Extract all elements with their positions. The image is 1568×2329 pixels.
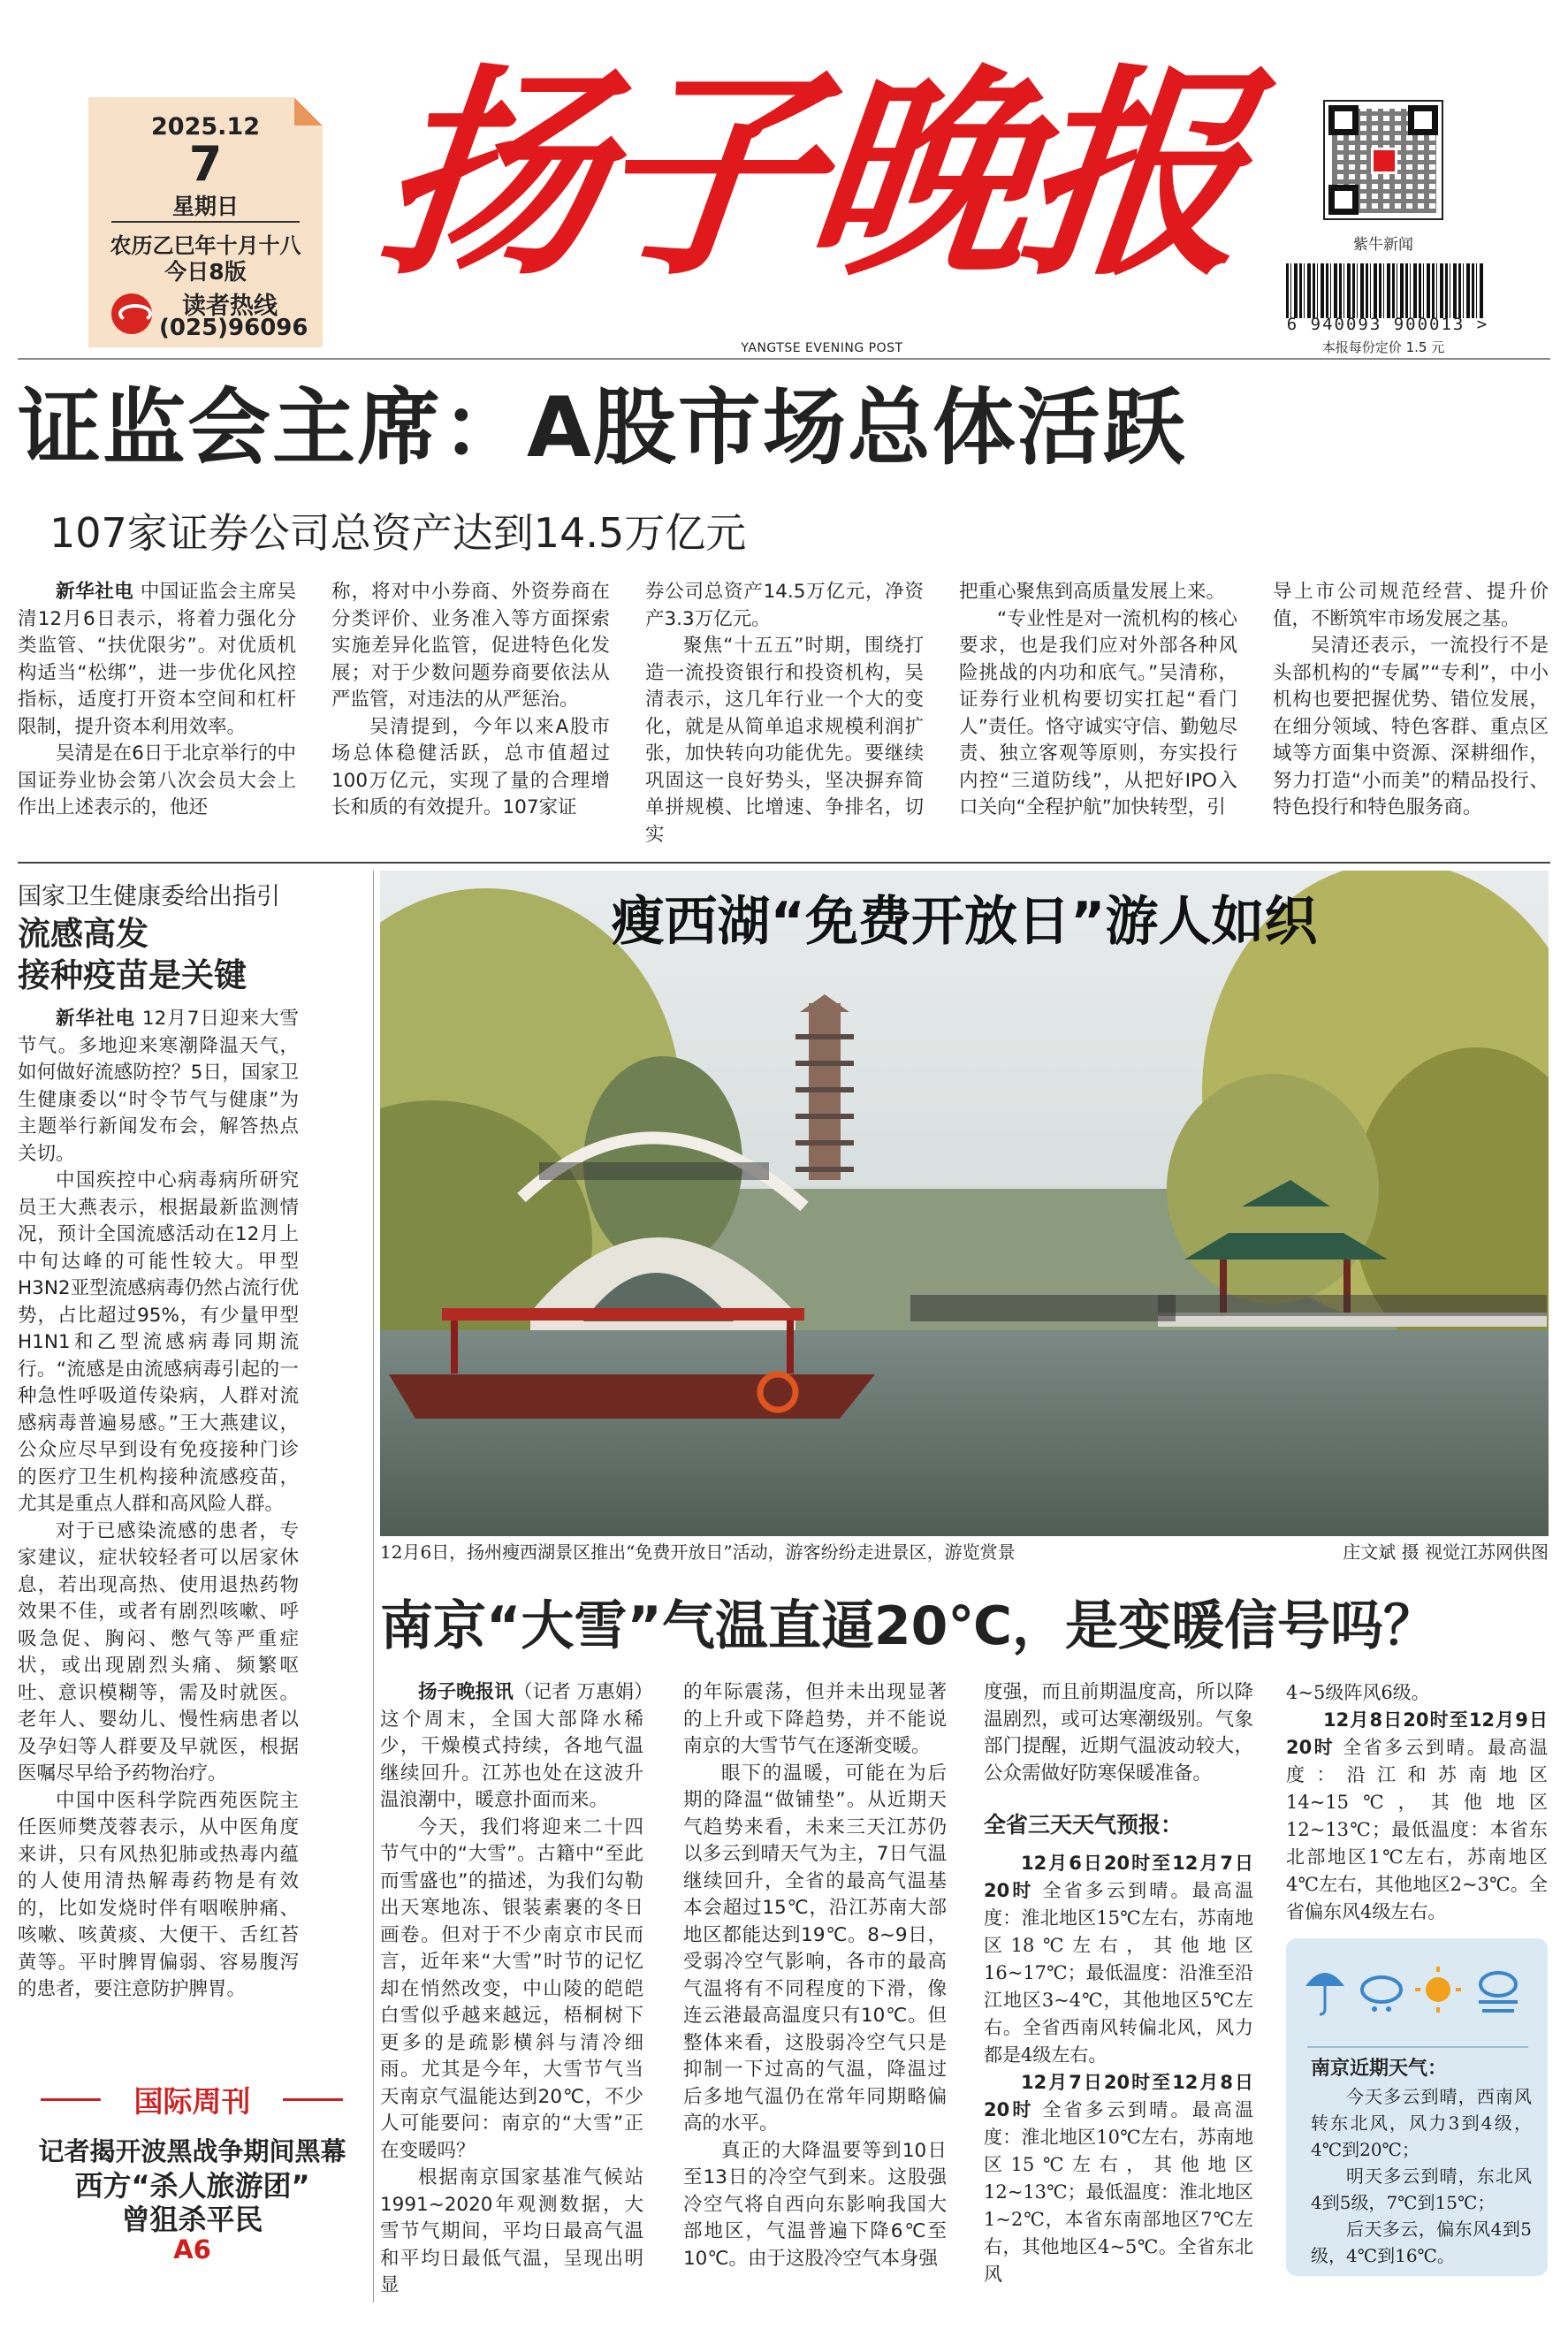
weather-icons (1286, 1947, 1548, 2036)
intl-page-ref[interactable]: A6 (173, 2234, 211, 2264)
photo-illustration (380, 871, 1549, 1536)
nanjing-day-3: 后天多云，偏东风4到5级，4℃到16℃。 (1311, 2219, 1532, 2266)
intl-teaser-3[interactable]: 曾狙杀平民 (121, 2203, 263, 2236)
weather-p3: 的年际震荡，但并未出现显著的上升或下降趋势，并不能说南京的大雪节气在逐渐变暖。 (683, 1681, 947, 1757)
weather-p1: 今天，我们将迎来二十四节气中的“大雪”。古籍中“至此而雪盛也”的描述，为我们勾勒出天寒地冻、银装素裹的冬日画卷。但对于不少南京市民而言，近年来“大雪”时节的记忆却在悄然改变，中山陵的皑皑白雪似乎越来越远，梧桐树下更多的是疏影横斜与清冷细雨。尤其是今年，大雪节气当天南京气温能达到20℃，不少人可能要问：南京的“大雪”正在变暖吗？ (380, 1815, 643, 2162)
lead-col-4-text: 把重心聚焦到高质量发展上来。 (959, 581, 1226, 603)
weather-headline[interactable]: 南京“大雪”气温直逼20℃，是变暖信号吗？ (380, 1595, 1437, 1657)
intl-line-right (283, 2098, 343, 2101)
sun-icon (1415, 1967, 1461, 2013)
lead-subhead: 107家证券公司总资产达到14.5万亿元 (49, 509, 747, 557)
newspaper-title-en: YANGTSE EVENING POST (741, 341, 903, 355)
masthead-rule (18, 358, 1550, 360)
flu-p4: 中国中医科学院西苑医院主任医师樊茂蓉表示，从中医角度来讲，只有风热犯肺或热毒内蕴的人使用清热解毒药物是有效的，比如发烧时伴有咽喉肿痛、咳嗽、咳黄痰、大便干、舌红苔黄等。平时脾胃偏弱、容易腹泻的患者，要注意防护脾胃。 (18, 1789, 299, 2000)
date-box (88, 97, 323, 347)
weather-p5: 真正的大降温要等到10日至13日的冷空气到来。这股强冷空气将自西向东影响我国大部地区，气温普遍下降6℃至10℃。由于这股冷空气本身强 (683, 2139, 947, 2270)
flu-p3: 对于已感染流感的患者，专家建议，症状较轻者可以居家休息，若出现高热、使用退热药物效果不佳，或者有剧烈咳嗽、呼吸急促、胸闷、憋气等严重症状，或出现剧烈头痛、频繁呕吐、意识模糊等，需及时就医。老年人、婴幼儿、慢性病患者以及孕妇等人群要及早就医，根据医嘱尽早给予药物治疗。 (18, 1519, 299, 1785)
weather-col-4 (1286, 1679, 1548, 1926)
lead-col-5-text: 导上市公司规范经营、提升价值，不断筑牢市场发展之基。 (1273, 581, 1549, 630)
weather-p6: 度强，而且前期温度高，所以降温剧烈，或可达寒潮级别。气象部门提醒，近期气温波动较大，公众需做好防寒保暖准备。 (984, 1681, 1253, 1785)
lead-col-4 (959, 579, 1237, 822)
intl-teaser-2[interactable]: 西方“杀人旅游团” (74, 2169, 310, 2203)
weather-p4: 眼下的温暖，可能在为后期的降温“做铺垫”。从近期天气趋势来看，未来三天江苏仍以多云到晴天气为主，7日气温继续回升，全省的最高气温基本会超过15℃，沿江苏南大部地区都能达到19℃。8~9日，受弱冷空气影响，各市的最高气温将有不同程度的下滑，像连云港最高温度只有10℃。但整体来看，这股弱冷空气只是抑制一下过高的气温，降温过后多地气温仍在常年同期略偏高的水平。 (683, 1762, 947, 2135)
flu-body (18, 1006, 299, 2004)
photo-caption-row (380, 1540, 1549, 1564)
lead-col-2-text-b: 吴清提到，今年以来A股市场总体稳健活跃，总市值超过100万亿元，实现了量的合理增长和质的有效提升。107家证 (331, 715, 610, 818)
lead-col-5 (1273, 579, 1549, 822)
qr-code-icon[interactable] (1323, 100, 1443, 220)
lead-col-1-text: 中国证监会主席吴清12月6日表示，将着力强化分类监管、“扶优限劣”。对优质机构适当“松绑”，进一步优化风控指标，适度打开资本空间和杠杆限制，提升资本利用效率。 (18, 581, 296, 738)
weather-col-3 (984, 1679, 1253, 2288)
forecast-title: 全省三天天气预报： (984, 1812, 1184, 1838)
weather-col-1 (380, 1679, 643, 2300)
lead-col-1 (18, 579, 296, 822)
lead-col-2-text: 称，将对中小券商、外资券商在分类评价、业务准入等方面探索实施差异化监管，促进特色化发展；对于少数问题券商要依法从严监管，对违法的从严惩治。 (331, 581, 610, 711)
intl-weekly-banner[interactable] (18, 2079, 367, 2120)
nanjing-weather-box (1286, 1938, 1548, 2276)
section-rule (18, 862, 1550, 864)
lead-col-3-text-b: 聚焦“十五五”时期，围绕打造一流投资银行和投资机构，吴清表示，这几年行业一个大的变化，就是从简单追求规模利润扩张，加快转向功能优先。要继续巩固这一良好势头，坚决摒弃简单拼规模、比增速、争排名，切实 (645, 635, 924, 846)
flu-p2: 中国疾控中心病毒病所研究员王大燕表示，根据最新监测情况，预计全国流感活动在12月上中旬达峰的可能性较大。甲型H3N2亚型流感病毒仍然占流行优势，占比超过95%，有少量甲型H1N1和乙型流感病毒同期流行。“流感是由流感病毒引起的一种急性呼吸道传染病，人群对流感病毒普遍易感。”王大燕建议，公众应尽早到设有免疫接种门诊的医疗卫生机构接种流感疫苗，尤其是重点人群和高风险人群。 (18, 1169, 299, 1515)
lead-col-3-text: 券公司总资产14.5万亿元，净资产3.3万亿元。 (645, 581, 924, 630)
lead-col-2 (331, 579, 610, 822)
nanjing-weather-body (1311, 2083, 1532, 2269)
nanjing-day-2: 明天多云到晴，东北风4到5级，7℃到15℃； (1311, 2165, 1532, 2213)
intl-weekly-label: 国际周刊 (133, 2084, 251, 2119)
weather-box-divider (1307, 2046, 1528, 2048)
column-divider (373, 871, 374, 2302)
hotline-label: 读者热线 (182, 293, 278, 320)
forecast-1: 全省多云到晴。最高温度：淮北地区15℃左右，苏南地区18℃左右，其他地区16~17℃；最低温度：沿淮至沿江地区3~4℃，其他地区5℃左右。全省西南风转偏北风，风力都是4级左右。 (984, 1879, 1253, 2066)
weather-p2: 根据南京国家基准气候站1991~2020年观测数据，大雪节气期间，平均日最高气温和平均日最低气温，呈现出明显 (380, 2166, 643, 2296)
forecast-2: 全省多云到晴。最高温度：淮北地区10℃左右，苏南地区15℃左右，其他地区12~13℃；最低温度：淮北地区1~2℃，本省东南部地区7℃左右，其他地区4~5℃。全省东北风 (984, 2098, 1253, 2285)
weekday: 星期日 (171, 194, 239, 219)
page-count: 今日8版 (164, 259, 247, 285)
lead-col-1-text-b: 吴清是在6日于北京举行的中国证券业协会第八次会员大会上作出上述表示的，他还 (18, 742, 296, 818)
lead-col-4-text-b: “专业性是对一流机构的核心要求，也是我们应对外部各种风险挑战的内功和底气。”吴清称，证券行业机构要切实扛起“看门人”责任。恪守诚实守信、勤勉尽责、独立客观等原则，夯实投行内控“三道防线”，从把好IPO入口关向“全程护航”加快转型，引 (959, 607, 1237, 818)
weather-byline: 扬子晚报讯 (418, 1681, 514, 1703)
weather-intro: （记者 万惠娟）这个周末，全国大部降水稀少，干燥模式持续，各地气温继续回升。江苏也处在这波升温浪潮中，暖意扑面而来。 (380, 1681, 643, 1811)
flu-kicker: 国家卫生健康委给出指引 (18, 883, 280, 910)
flu-dateline: 新华社电 (56, 1008, 136, 1030)
qr-label: 紫牛新闻 (1353, 236, 1413, 254)
nanjing-day-1: 今天多云到晴，西南风转东北风，风力3到4级，4℃到20℃； (1311, 2086, 1532, 2160)
cloud-icon (1362, 1977, 1401, 2012)
lead-col-3 (645, 579, 924, 849)
weather-col-2 (683, 1679, 947, 2272)
forecast-2-tail: 4~5级阵风6级。 (1286, 1682, 1430, 1703)
photo-caption: 12月6日，扬州瘦西湖景区推出“免费开放日”活动，游客纷纷走进景区，游览赏景 (380, 1541, 1016, 1563)
flu-title-2[interactable]: 接种疫苗是关键 (18, 956, 247, 994)
date-divider (111, 221, 300, 223)
photo-credit: 庄文斌 摄 视觉江苏网供图 (1343, 1541, 1549, 1563)
barcode-icon (1286, 263, 1484, 318)
flu-p1: 12月7日迎来大雪节气。多地迎来寒潮降温天气，如何做好流感防控？5日，国家卫生健康委以“时令节气与健康”为主题举行新闻发布会，解答热点关切。 (18, 1008, 299, 1165)
price: 本报每份定价 1.5 元 (1321, 339, 1445, 355)
hotline-logo-icon (111, 293, 152, 334)
slender-west-lake-photo[interactable] (380, 871, 1549, 1536)
lead-dateline: 新华社电 (56, 581, 134, 603)
rain-umbrella-icon (1305, 1973, 1344, 2014)
barcode-number: 6 940093 900013 > (1286, 315, 1489, 334)
intl-teaser-1[interactable]: 记者揭开波黑战争期间黑幕 (38, 2136, 346, 2166)
forecast-3: 全省多云到晴。最高温度：沿江和苏南地区14~15℃，其他地区12~13℃；最低温度：本省东北部地区1℃左右，苏南地区4℃左右，其他地区2~3℃。全省偏东风4级左右。 (1286, 1737, 1548, 1922)
date-year: 2025.12 (151, 113, 260, 141)
nanjing-weather-title: 南京近期天气： (1311, 2058, 1448, 2080)
photo-headline[interactable]: 瘦西湖“免费开放日”游人如织 (611, 891, 1318, 953)
lead-col-5-text-b: 吴清还表示，一流投行不是头部机构的“专属”“专利”，中小机构也要把握优势、错位发展，在细分领域、特色客群、重点区域等方面集中资源、深耕细作，努力打造“小而美”的精品投行、特色投行和特色服务商。 (1273, 635, 1549, 818)
fog-icon (1479, 1973, 1518, 2011)
date-day: 7 (188, 136, 223, 192)
hotline-number: (025)96096 (159, 315, 308, 341)
newspaper-title: 扬子晚报 (368, 44, 1252, 306)
flu-title-1[interactable]: 流感高发 (18, 915, 148, 953)
lunar-date: 农历乙巳年十月十八 (110, 233, 301, 258)
forecast-2-head: 12月7日20时至12月8日20时 (984, 2071, 1253, 2120)
forecast-1-head: 12月6日20时至12月7日20时 (984, 1852, 1253, 1901)
lead-headline[interactable]: 证监会主席：A股市场总体活跃 (18, 380, 1187, 476)
forecast-3-head: 12月8日20时至12月9日20时 (1286, 1709, 1548, 1758)
